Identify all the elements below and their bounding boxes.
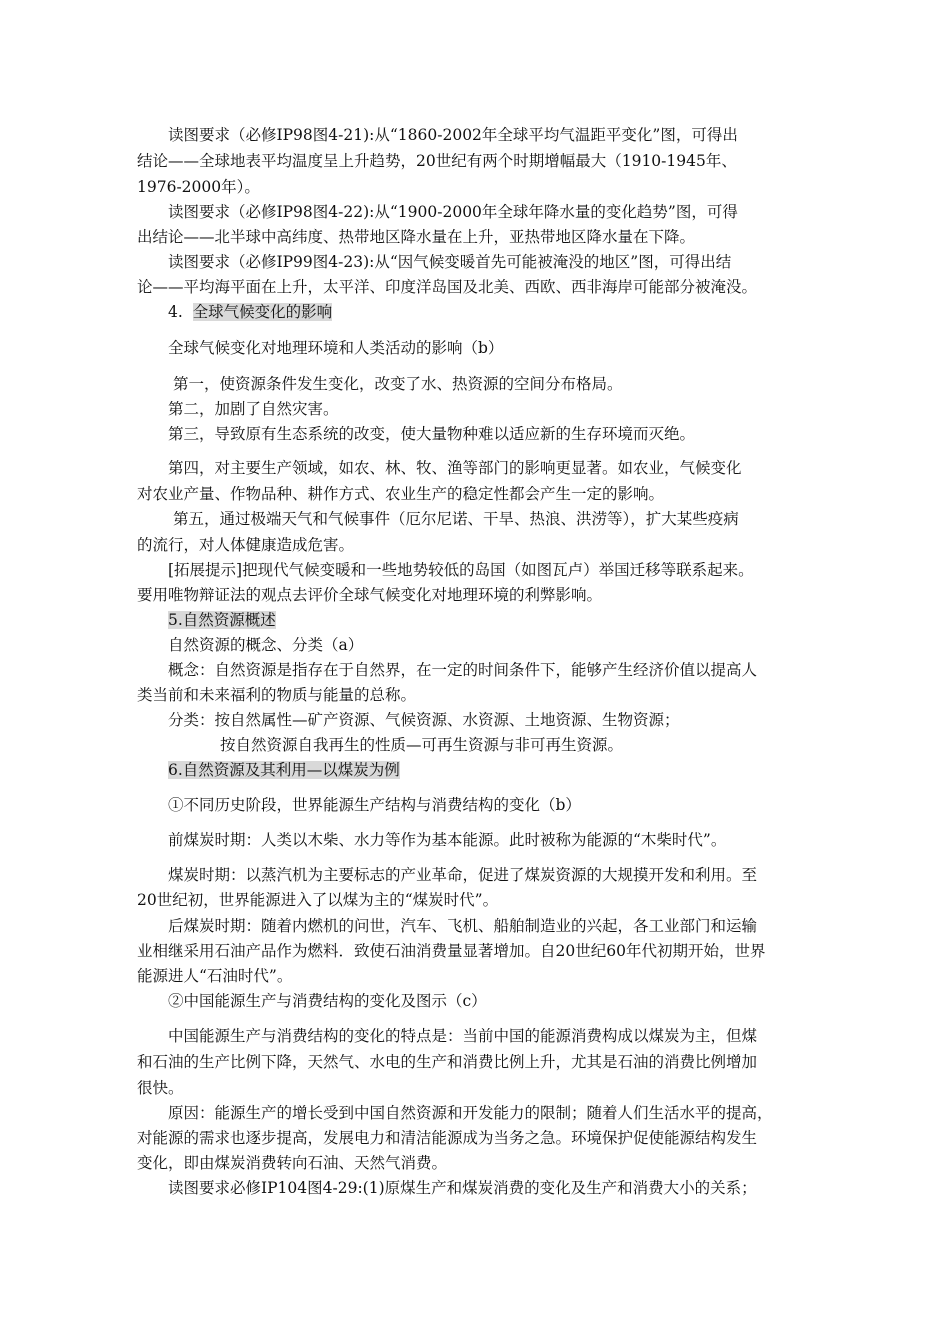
- text-line: [拓展提示]把现代气候变暖和一些地势较低的岛国（如图瓦卢）举国迁移等联系起来。: [168, 561, 754, 579]
- text-line: 第五，通过极端天气和气候事件（厄尔尼诺、干旱、热浪、洪涝等），扩大某些疫病: [173, 510, 739, 528]
- text-line: 论——平均海平面在上升，太平洋、印度洋岛国及北美、西欧、西非海岸可能部分被淹没。: [137, 278, 758, 296]
- text-line: 业相继采用石油产品作为燃料．致使石油消费量显著增加。自20世纪60年代初期开始，世界: [137, 942, 766, 960]
- text-line: 分类：按自然属性—矿产资源、气候资源、水资源、土地资源、生物资源；: [168, 711, 680, 729]
- text-line: 很快。: [137, 1079, 184, 1097]
- text-line: 中国能源生产与消费结构的变化的特点是：当前中国的能源消费构成以煤炭为主，但煤: [168, 1027, 758, 1045]
- text-line: 按自然资源自我再生的性质—可再生资源与非可再生资源。: [220, 736, 624, 754]
- section-title: 全球气候变化的影响: [192, 303, 333, 321]
- text-line: 第三，导致原有生态系统的改变，使大量物种难以适应新的生存环境而灭绝。: [168, 425, 696, 443]
- section-heading-6: [168, 759, 400, 781]
- text-line: 出结论——北半球中高纬度、热带地区降水量在上升，亚热带地区降水量在下降。: [137, 228, 696, 246]
- text-line: 第一，使资源条件发生变化，改变了水、热资源的空间分布格局。: [173, 375, 623, 393]
- text-line: ①不同历史阶段，世界能源生产结构与消费结构的变化（b）: [168, 796, 581, 814]
- text-line: 和石油的生产比例下降，天然气、水电的生产和消费比例上升，尤其是石油的消费比例增加: [137, 1053, 758, 1071]
- text-line: 要用唯物辩证法的观点去评价全球气候变化对地理环境的利弊影响。: [137, 586, 603, 604]
- text-line: 读图要求（必修IP99图4-23):从“因气候变暖首先可能被淹没的地区”图，可得出结: [168, 253, 732, 271]
- text-line: 的流行，对人体健康造成危害。: [137, 536, 355, 554]
- text-line: 变化，即由煤炭消费转向石油、天然气消费。: [137, 1154, 448, 1172]
- text-line: 对农业产量、作物品种、耕作方式、农业生产的稳定性都会产生一定的影响。: [137, 485, 665, 503]
- text-line: 能源进人“石油时代”。: [137, 967, 293, 985]
- section-heading-5: [168, 609, 276, 631]
- text-line: 第四，对主要生产领域，如农、林、牧、渔等部门的影响更显著。如农业，气候变化: [168, 459, 742, 477]
- text-line: 后煤炭时期：随着内燃机的问世，汽车、飞机、船舶制造业的兴起，各工业部门和运输: [168, 917, 758, 935]
- text-line: 自然资源的概念、分类（a）: [168, 636, 364, 654]
- text-line: 1976-2000年）。: [137, 178, 260, 196]
- section-heading-4: [168, 301, 332, 323]
- text-line: ②中国能源生产与消费结构的变化及图示（c）: [168, 992, 487, 1010]
- text-line: 读图要求（必修IP98图4-21):从“1860-2002年全球平均气温距平变化”图，可得出: [168, 126, 738, 144]
- text-line: 20世纪初，世界能源进入了以煤为主的“煤炭时代”。: [137, 891, 499, 909]
- section-number: 4.: [168, 303, 183, 321]
- section-title: 6.自然资源及其利用—以煤炭为例: [168, 761, 400, 779]
- text-line: 第二，加剧了自然灾害。: [168, 400, 339, 418]
- text-line: 读图要求（必修IP98图4-22):从“1900-2000年全球年降水量的变化趋势”图，可得: [168, 203, 738, 221]
- text-line: 前煤炭时期：人类以木柴、水力等作为基本能源。此时被称为能源的“木柴时代”。: [168, 831, 727, 849]
- text-line: 全球气候变化对地理环境和人类活动的影响（b）: [168, 339, 504, 357]
- text-line: 对能源的需求也逐步提高，发展电力和清洁能源成为当务之急。环境保护促使能源结构发生: [137, 1129, 758, 1147]
- text-line: 概念：自然资源是指存在于自然界，在一定的时间条件下，能够产生经济价值以提高人: [168, 661, 758, 679]
- text-line: 原因：能源生产的增长受到中国自然资源和开发能力的限制；随着人们生活水平的提高，: [168, 1104, 773, 1122]
- text-line: 煤炭时期：以蒸汽机为主要标志的产业革命，促进了煤炭资源的大规摸开发和利用。至: [168, 866, 758, 884]
- section-title: 5.自然资源概述: [168, 611, 276, 629]
- text-line: 读图要求必修IP104图4-29:(1)原煤生产和煤炭消费的变化及生产和消费大小的关系；: [168, 1179, 757, 1197]
- text-line: 结论——全球地表平均温度呈上升趋势，20世纪有两个时期增幅最大（1910-1945年、: [137, 152, 737, 170]
- text-line: 类当前和未来福利的物质与能量的总称。: [137, 686, 417, 704]
